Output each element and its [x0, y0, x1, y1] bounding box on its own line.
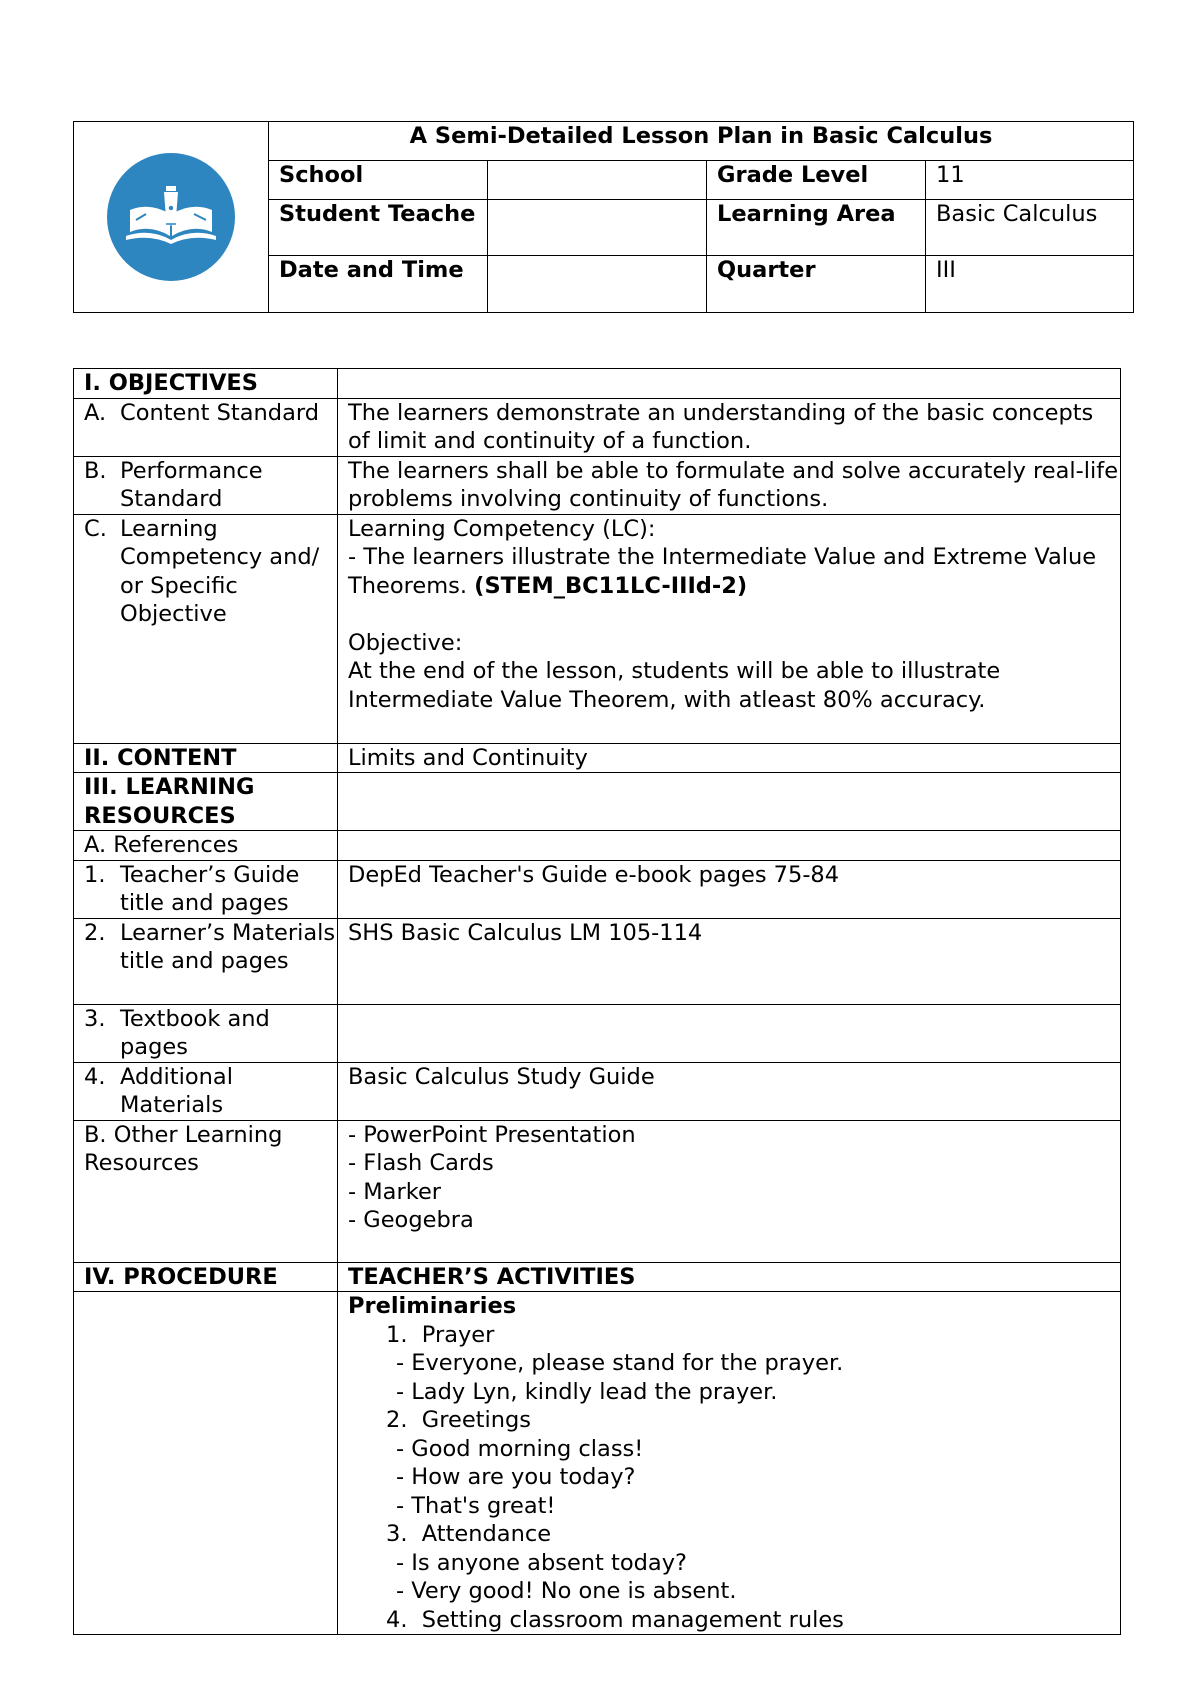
step-num: 2.: [386, 1407, 408, 1433]
open-book-pen-logo-icon: [106, 152, 236, 282]
step-line: - How are you today?: [396, 1464, 636, 1490]
textbook-label: [74, 1004, 338, 1062]
performance-standard-label: [74, 456, 338, 514]
logo-cell: [74, 122, 269, 313]
list-item: - Marker: [348, 1178, 442, 1205]
step-line: - Very good! No one is absent.: [396, 1578, 737, 1604]
step-title: [348, 1606, 1120, 1635]
learning-competency-value: [338, 514, 1121, 743]
quarter-value: III: [926, 256, 1134, 313]
content-standard-num: A.: [84, 399, 107, 426]
textbook-value: [338, 1004, 1121, 1062]
grade-level-value: 11: [926, 161, 1134, 200]
step-text: Prayer: [421, 1321, 495, 1348]
textbook-text: Textbook and pages: [120, 1005, 270, 1060]
content-standard-label: [74, 398, 338, 456]
references-label: A. References: [74, 831, 338, 861]
teachers-guide-label: [74, 860, 338, 918]
school-value: [488, 161, 707, 200]
step-title: [348, 1520, 1120, 1549]
teacher-activities-heading: TEACHER’S ACTIVITIES: [338, 1262, 1121, 1292]
list-item: - Geogebra: [348, 1207, 474, 1233]
lc-heading: Learning Competency (LC):: [348, 515, 656, 542]
other-resources-label: B. Other Learning Resources: [74, 1120, 338, 1262]
content-standard-text: Content Standard: [120, 399, 319, 426]
learning-resources-heading: III. LEARNING RESOURCES: [74, 773, 338, 831]
learning-competency-num: C.: [84, 515, 107, 542]
quarter-label: Quarter: [707, 256, 926, 313]
procedure-blank: [74, 1292, 338, 1635]
performance-standard-num: B.: [84, 457, 107, 484]
other-resources-list: [338, 1120, 1121, 1262]
additional-materials-value: Basic Calculus Study Guide: [338, 1062, 1121, 1120]
textbook-num: 3.: [84, 1005, 106, 1032]
lesson-plan-body: [73, 368, 1121, 1635]
step-line: - Is anyone absent today?: [396, 1549, 687, 1576]
page-title: A Semi-Detailed Lesson Plan in Basic Calculus: [269, 122, 1134, 161]
preliminaries-heading: Preliminaries: [348, 1293, 517, 1319]
additional-materials-text: Additional Materials: [120, 1063, 233, 1118]
procedure-heading: IV. PROCEDURE: [74, 1262, 338, 1292]
grade-level-label: Grade Level: [707, 161, 926, 200]
learners-materials-label: [74, 918, 338, 1004]
performance-standard-value: The learners shall be able to formulate and solve accurately real-life problems involving continuity of functions.: [338, 456, 1121, 514]
step-line: - Lady Lyn, kindly lead the prayer.: [396, 1378, 778, 1405]
performance-standard-text: Performance Standard: [120, 457, 263, 512]
list-item: - PowerPoint Presentation: [348, 1121, 636, 1148]
step-line: - Everyone, please stand for the prayer.: [396, 1350, 844, 1376]
references-blank: [338, 831, 1121, 861]
objective-text: At the end of the lesson, students will be able to illustrate Intermediate Value Theorem, with atleast 80% accuracy.: [348, 658, 1001, 713]
objectives-heading: I. OBJECTIVES: [74, 369, 338, 399]
student-teacher-value: [488, 200, 707, 256]
date-time-value: [488, 256, 707, 313]
step-title: [348, 1321, 1120, 1350]
lc-text-body: - The learners illustrate the Intermediate Value and Extreme Value Theorems.: [348, 544, 1097, 599]
step-text: Greetings: [421, 1407, 531, 1433]
learners-materials-num: 2.: [84, 919, 106, 946]
objectives-heading-blank: [338, 369, 1121, 399]
step-num: 1.: [386, 1321, 408, 1348]
step-line: - Good morning class!: [396, 1435, 644, 1462]
step-text: Attendance: [421, 1521, 552, 1547]
teachers-guide-value: DepEd Teacher's Guide e-book pages 75-84: [338, 860, 1121, 918]
school-label: School: [269, 161, 488, 200]
step-text: Setting classroom management rules: [421, 1606, 844, 1633]
step-title: [348, 1406, 1120, 1435]
step-num: 4.: [386, 1606, 408, 1633]
learners-materials-value: SHS Basic Calculus LM 105-114: [338, 918, 1121, 1004]
date-time-label: Date and Time: [269, 256, 488, 313]
learning-competency-text: Learning Competency and/ or Specific Objective: [120, 515, 320, 627]
student-teacher-label: Student Teache: [269, 200, 488, 256]
learning-area-value: Basic Calculus: [926, 200, 1134, 256]
learning-area-label: Learning Area: [707, 200, 926, 256]
list-item: - Flash Cards: [348, 1150, 494, 1176]
learning-resources-blank: [338, 773, 1121, 831]
additional-materials-num: 4.: [84, 1063, 106, 1090]
additional-materials-label: [74, 1062, 338, 1120]
content-standard-value: The learners demonstrate an understanding of the basic concepts of limit and continuity of a function.: [338, 398, 1121, 456]
learners-materials-text: Learner’s Materials title and pages: [120, 919, 336, 974]
lc-code: (STEM_BC11LC-IIId-2): [474, 572, 748, 599]
content-value: Limits and Continuity: [338, 743, 1121, 773]
preliminaries-block: [338, 1292, 1121, 1635]
objective-heading: Objective:: [348, 629, 463, 656]
teachers-guide-num: 1.: [84, 861, 106, 888]
lc-text: [348, 543, 1120, 600]
content-heading: II. CONTENT: [74, 743, 338, 773]
teachers-guide-text: Teacher’s Guide title and pages: [120, 861, 300, 916]
step-line: - That's great!: [396, 1492, 556, 1519]
step-num: 3.: [386, 1521, 408, 1547]
learning-competency-label: [74, 514, 338, 743]
lesson-plan-header: [73, 121, 1134, 313]
